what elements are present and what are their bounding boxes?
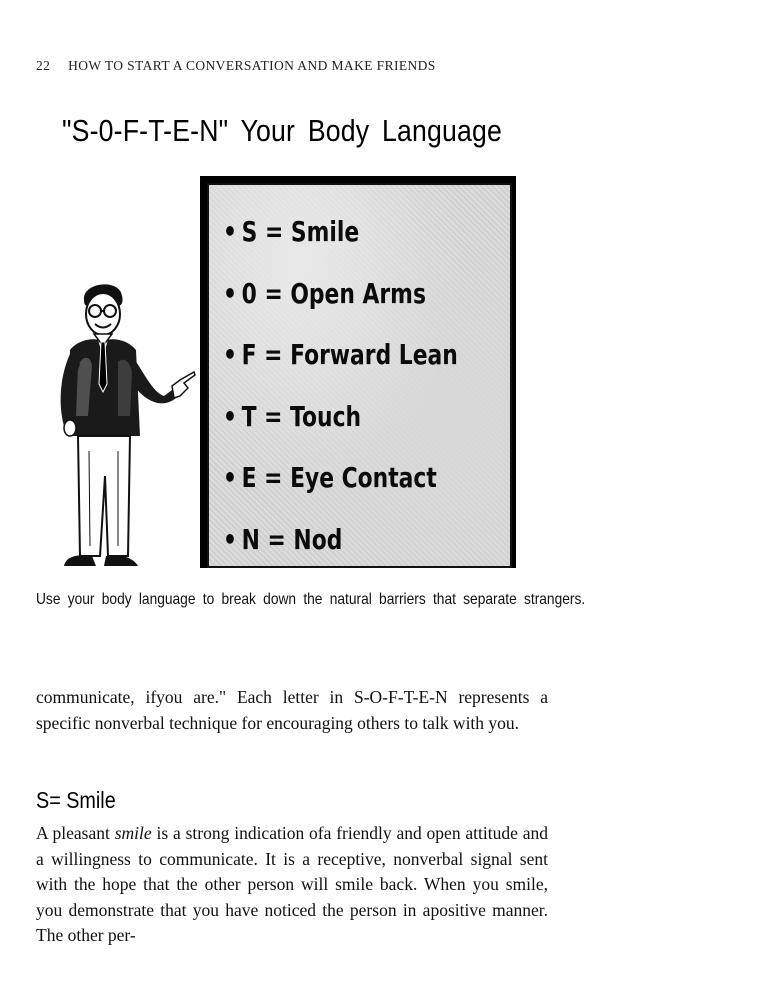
- running-title: HOW TO START A CONVERSATION AND MAKE FRIENDS: [68, 58, 436, 73]
- figure-caption: Use your body language to break down the natural barriers that separate strangers.: [36, 591, 586, 608]
- soften-item: • E = Eye Contact: [223, 461, 437, 495]
- soften-list: [209, 185, 510, 570]
- figure-title: "S-0-F-T-E-N" Your Body Language: [62, 113, 503, 148]
- man-pointing-illustration: [48, 276, 198, 576]
- body-paragraph: communicate, ifyou are." Each letter in S-O-F-T-E-N represents a specific nonverbal technique for encouraging others to talk with you.: [36, 687, 548, 733]
- soften-item: • N = Nod: [223, 522, 343, 556]
- section-heading: S= Smile: [36, 787, 116, 813]
- soften-item: • T = Touch: [223, 399, 362, 433]
- body-paragraph: A pleasant smile is a strong indication ofa friendly and open attitude and a willingness to communicate. It is a receptive, nonverbal signal sent with the hope that the other person will smile back. When you smile, you demonstrate that you have noticed the person in apositive manner. The other per-: [36, 823, 549, 945]
- emphasis-smile: smile: [114, 823, 152, 843]
- soften-item: • F = Forward Lean: [223, 338, 458, 372]
- running-header: [36, 58, 436, 74]
- page-number: 22: [36, 58, 51, 73]
- soften-board: [207, 183, 512, 568]
- soften-item: • 0 = Open Arms: [223, 276, 426, 310]
- soften-item: • S = Smile: [223, 215, 360, 249]
